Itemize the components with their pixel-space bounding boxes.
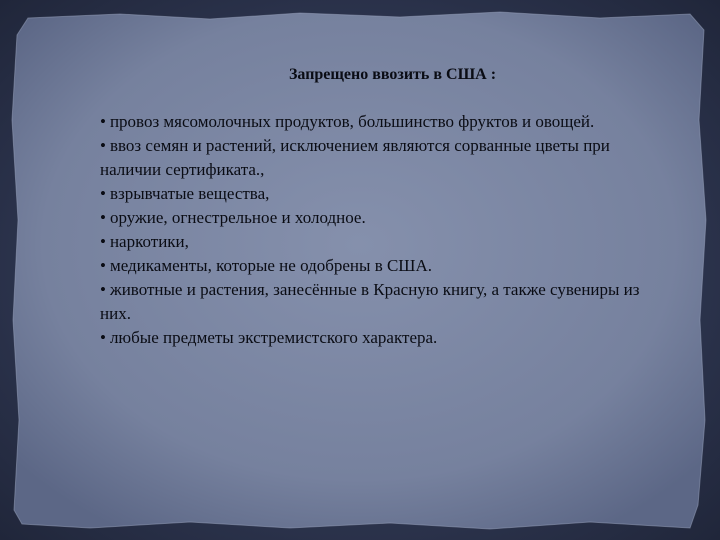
bullet-icon: • [100, 328, 106, 347]
list-item: • животные и растения, занесённые в Красную книгу, а также сувениры из них. [100, 280, 640, 323]
list-item: • ввоз семян и растений, исключением являются сорванные цветы при наличии сертификата., [100, 136, 610, 179]
bullet-icon: • [100, 280, 106, 299]
list-item: • наркотики, [100, 232, 189, 251]
list-item: • оружие, огнестрельное и холодное. [100, 208, 366, 227]
bullet-icon: • [100, 232, 106, 251]
bullet-icon: • [100, 112, 106, 131]
bullet-icon: • [100, 136, 106, 155]
slide-content [100, 64, 645, 350]
list-item: • медикаменты, которые не одобрены в США. [100, 256, 432, 275]
list-item: • взрывчатые вещества, [100, 184, 270, 203]
bullet-icon: • [100, 184, 106, 203]
bullet-icon: • [100, 256, 106, 275]
slide-title: Запрещено ввозить в США : [288, 66, 497, 83]
list-item: • любые предметы экстремистского характера. [100, 328, 438, 347]
prohibited-items-list [100, 110, 645, 350]
bullet-icon: • [100, 208, 106, 227]
list-item: • провоз мясомолочных продуктов, большинство фруктов и овощей. [100, 112, 595, 131]
